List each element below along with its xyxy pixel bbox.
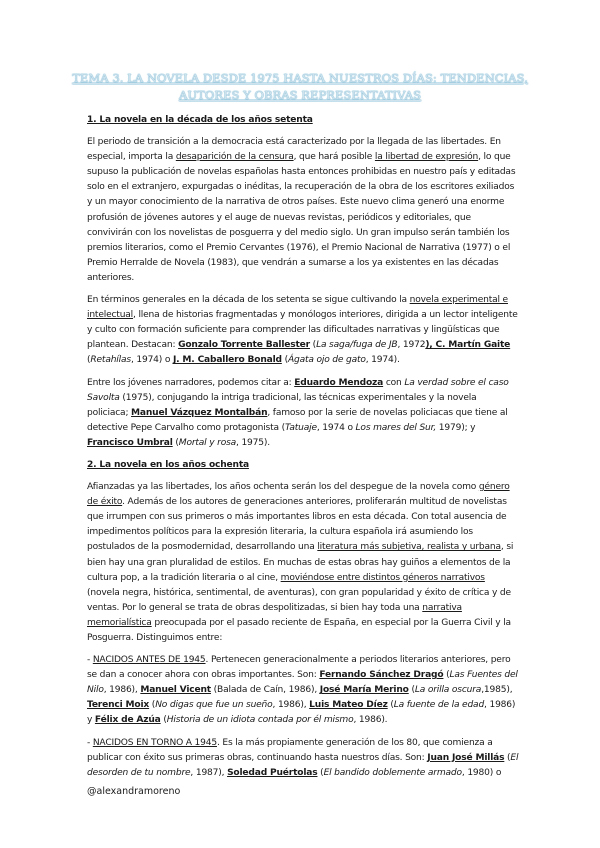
text: . Es la más propiamente generación de los 80, que comienza a publicar con éxito sus primeras obras, continuando hasta nuestros días. Son: xyxy=(87,737,493,763)
text: , 1974 o xyxy=(316,422,356,433)
author-name: Francisco Umbral xyxy=(87,437,173,448)
text: Entre los jóvenes narradores, podemos citar a: xyxy=(87,377,295,388)
author-name: Manuel Vicent xyxy=(140,685,211,696)
document-title xyxy=(70,70,530,104)
author-name: Félix de Azúa xyxy=(94,715,161,726)
text: (1975), conjugando la intriga tradicional, las técnicas experimentales y la novela policiaca; xyxy=(87,392,477,418)
author-name: Soledad Puértolas xyxy=(227,767,318,778)
text: - xyxy=(87,655,93,666)
work-title: La fuente de la edad xyxy=(393,700,485,711)
author-handle: @alexandramoreno xyxy=(87,786,181,797)
work-title: Historia de un idiota contada por él mismo xyxy=(166,715,354,726)
text: , si bien hay una gran pluralidad de estilos. En muchas de estas obras hay guiños a elementos de la cultura pop, a la tradición literaria o al cine, xyxy=(87,542,514,583)
text: , 1986) y xyxy=(87,700,516,726)
author-name: Manuel Vázquez Montalbán xyxy=(131,407,268,418)
section-1-paragraph-1 xyxy=(87,135,519,286)
work-title: La orilla oscura xyxy=(414,685,482,696)
work-title: Las Fuentes del Nilo xyxy=(87,670,518,696)
text: ( xyxy=(160,715,167,726)
section-2-heading: 2. La novela en los años ochenta xyxy=(87,459,249,470)
text: , 1974). xyxy=(365,355,400,366)
work-title: La verdad sobre el caso Savolta xyxy=(87,377,509,403)
text: , 1986). xyxy=(353,715,388,726)
author-name: Fernando Sánchez Dragó xyxy=(319,670,444,681)
text: con xyxy=(383,377,405,388)
text: (novela negra, histórica, sentimental, de aventuras), con gran popularidad y éxito de crítica y de ventas. Por lo general se trata de obras despolitizadas, si bien hay toda una xyxy=(87,587,511,613)
author-name: Eduardo Mendoza xyxy=(294,377,384,388)
text: - xyxy=(87,737,93,748)
author-name: Juan José Millás xyxy=(427,752,505,763)
work-title: No digas que fue un sueño xyxy=(155,700,273,711)
work-title: Ágata ojo de gato xyxy=(287,355,366,366)
text: Afianzadas ya las libertades, los años ochenta serán los del despegue de la novela como xyxy=(87,482,479,493)
underlined-text: la libertad de expresión xyxy=(374,152,479,163)
text: ( xyxy=(149,700,156,711)
text: , lo que supuso la publicación de novelas españolas hasta entonces prohibidas en nuestro país y editadas solo en el extranjero, expurgadas o inéditas, la recuperación de la obra de los escritores exiliados y un mayor conocimiento de la narrativa de otros países. Este nuevo clima generó una enorme profusión de jóvenes autores y el auge de nuevas revistas, periódicos y editoriales, que convivirán con los novelistas de posguerra y del medio siglo. Un gran impulso serán también los premios literarios, como el Premio Cervantes (1976), el Premio Nacional de Narrativa (1977) o el Premio Herralde de Novela (1983), que vendrán a sumarse a los ya existentes en las décadas anteriores. xyxy=(87,152,516,283)
underlined-text: literatura más subjetiva, realista y urbana xyxy=(317,542,501,553)
underlined-text: género de éxito xyxy=(87,482,510,508)
text: ( xyxy=(317,767,324,778)
work-title: La saga/fuga de JB xyxy=(316,340,398,351)
text: ( xyxy=(172,437,179,448)
underlined-text: narrativa memorialística xyxy=(87,602,462,628)
text: ( xyxy=(387,700,394,711)
text: ,1985), xyxy=(481,685,513,696)
title-line-1: TEMA 3. LA NOVELA DESDE 1975 HASTA NUESTROS DÍAS: TENDENCIAS, xyxy=(72,71,528,85)
author-name: J. M. Caballero Bonald xyxy=(172,355,282,366)
work-title: El desorden de tu nombre xyxy=(87,752,519,778)
work-title: Mortal y rosa xyxy=(178,437,237,448)
section-2-paragraph-2 xyxy=(87,653,519,728)
work-title: Retahílas xyxy=(90,355,131,366)
section-2-paragraph-3 xyxy=(87,736,519,781)
underlined-text: moviéndose entre distintos géneros narrativos xyxy=(280,572,485,583)
text: , 1987), xyxy=(190,767,228,778)
text: . Pertenecen generacionalmente a periodos literarios anteriores, pero se dan a conocer ahora con obras importantes. Son: xyxy=(87,655,511,681)
text: (Balada de Caín, 1986), xyxy=(210,685,320,696)
author-name: Terenci Moix xyxy=(87,700,150,711)
work-title: Los mares del Sur, xyxy=(355,422,437,433)
author-name: Luis Mateo Díez xyxy=(309,700,388,711)
author-name: ), C. Martín Gaite xyxy=(425,340,511,351)
section-1-paragraph-3 xyxy=(87,376,519,451)
text: ( xyxy=(408,685,415,696)
text: preocupada por el pasado reciente de España, en especial por la Guerra Civil y la Posguerra. Distinguimos entre: xyxy=(87,617,511,643)
text: En términos generales en la década de los setenta se sigue cultivando la xyxy=(87,295,410,306)
text: , 1974) o xyxy=(130,355,173,366)
section-1-heading: 1. La novela en la década de los años setenta xyxy=(87,115,313,125)
text: , 1975). xyxy=(236,437,270,448)
work-title: Tatuaje xyxy=(284,422,317,433)
text: ( xyxy=(443,670,450,681)
work-title: El bandido doblemente armado xyxy=(323,767,462,778)
text: , que hará posible xyxy=(293,152,375,163)
text: ( xyxy=(504,752,511,763)
text: , 1980) o xyxy=(461,767,502,778)
text: , 1972 xyxy=(397,340,426,351)
text: . Además de los autores de generaciones anteriores, proliferarán multitud de novelistas que irrumpen con sus primeros o más importantes libros en esta década. Con total ausencia de impedimentos políticos para la expresión literaria, la cultura española irá asumiendo los postulados de la posmodernidad, desarrollando una xyxy=(87,497,507,553)
text: , llena de historias fragmentadas y monólogos interiores, dirigida a un lector inteligente y culto con formación suficiente para comprender las dificultades narrativas y lingüísticas que plantean. Destacan: xyxy=(87,310,518,351)
text: ( xyxy=(87,355,91,366)
text: , 1986), xyxy=(272,700,310,711)
title-line-2: AUTORES Y OBRAS REPRESENTATIVAS xyxy=(178,88,422,102)
section-1-paragraph-2 xyxy=(87,293,519,368)
text: , famoso por la serie de novelas policiacas que tiene al detective Pepe Carvalho como protagonista ( xyxy=(87,407,508,433)
text: El periodo de transición a la democracia está caracterizado por la llegada de las libertades. En especial, importa la xyxy=(87,137,501,163)
document-body xyxy=(87,113,519,788)
text: ( xyxy=(309,340,317,351)
author-name: José María Merino xyxy=(319,685,409,696)
text: , 1986), xyxy=(103,685,141,696)
author-name: Gonzalo Torrente Ballester xyxy=(178,340,310,351)
underlined-text: novela experimental e intelectual xyxy=(87,295,508,321)
section-2-paragraph-1 xyxy=(87,480,519,646)
underlined-text: NACIDOS EN TORNO A 1945 xyxy=(92,737,217,748)
underlined-text: NACIDOS ANTES DE 1945 xyxy=(92,655,206,666)
text: 1979); y xyxy=(436,422,476,433)
text: ( xyxy=(281,355,288,366)
underlined-text: desaparición de la censura xyxy=(175,152,294,163)
